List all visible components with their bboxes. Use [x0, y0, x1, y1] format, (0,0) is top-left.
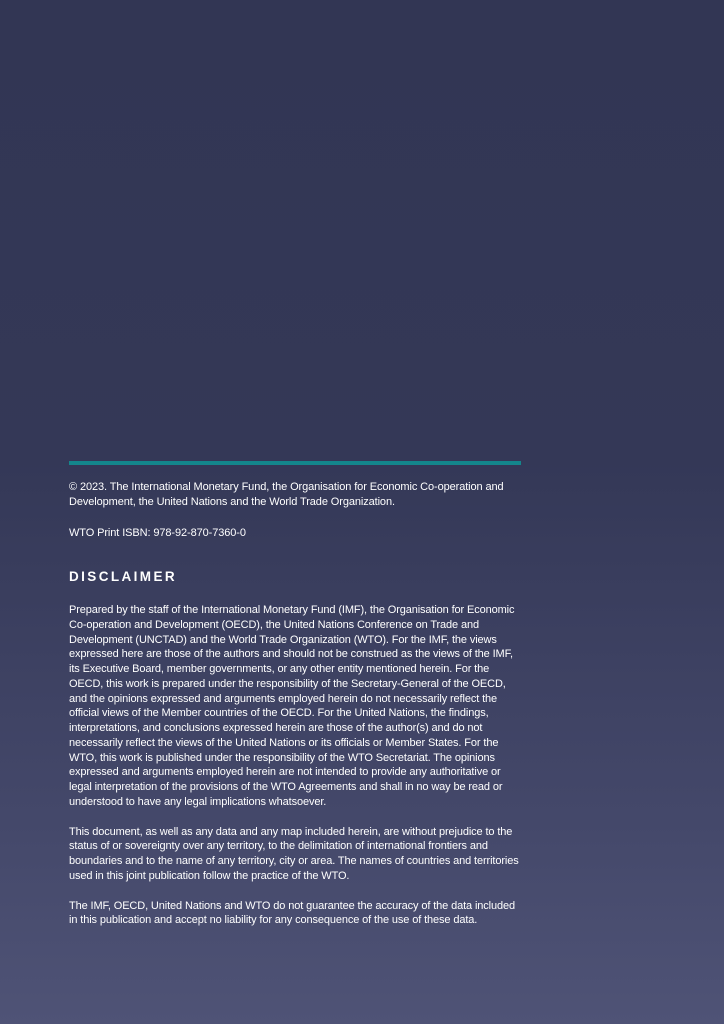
legal-page-content: [69, 461, 521, 928]
disclaimer-paragraph-territory: This document, as well as any data and any map included herein, are without prejudice to the status of or sovereignty over any territory, to the delimitation of international frontiers and boundaries and to the name of any territory, city or area. The names of countries and territories used in this joint publication follow the practice of the WTO.: [69, 825, 519, 882]
teal-divider-rule: [69, 461, 521, 465]
disclaimer-paragraph-liability: The IMF, OECD, United Nations and WTO do not guarantee the accuracy of the data included in this publication and accept no liability for any consequence of the use of these data.: [69, 899, 515, 927]
isbn-line: WTO Print ISBN: 978-92-870-7360-0: [69, 527, 246, 539]
disclaimer-paragraph-authorship: Prepared by the staff of the International Monetary Fund (IMF), the Organisation for Economic Co-operation and Development (OECD), the United Nations Conference on Trade and Development (UNCTAD) and the World Trade Organization (WTO). For the IMF, the views expressed here are those of the authors and should not be construed as the views of the IMF, its Executive Board, member governments, or any other entity mentioned herein. For the OECD, this work is prepared under the responsibility of the Secretary-General of the OECD, and the opinions expressed and arguments employed herein do not necessarily reflect the official views of the Member countries of the OECD. For the United Nations, the findings, interpretations, and conclusions expressed herein are those of the author(s) and do not necessarily reflect the views of the United Nations or its officials or Member States. For the WTO, this work is published under the responsibility of the WTO Secretariat. The opinions expressed and arguments employed herein are not intended to provide any authoritative or legal interpretation of the provisions of the WTO Agreements and shall in no way be read or understood to have any legal implications whatsoever.: [69, 604, 515, 808]
disclaimer-heading: DISCLAIMER: [69, 569, 177, 584]
copyright-notice: © 2023. The International Monetary Fund, the Organisation for Economic Co-operation and Development, the United Nations and the World Trade Organization.: [69, 481, 504, 508]
